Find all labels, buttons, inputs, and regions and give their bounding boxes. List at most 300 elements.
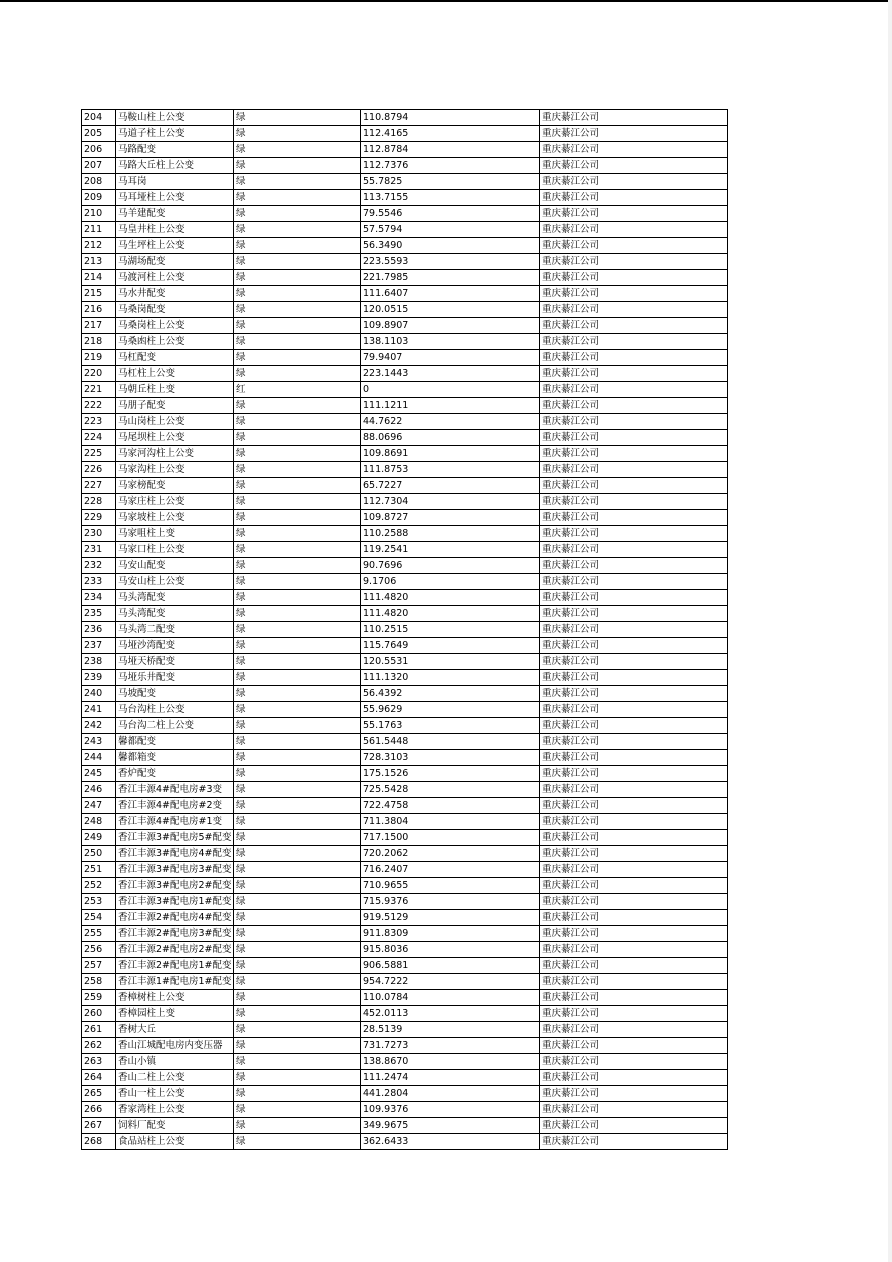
transformer-table [81, 109, 728, 1150]
value-cell: 906.5881 [361, 958, 540, 974]
company-cell: 重庆綦江公司 [540, 494, 728, 510]
transformer-name-cell: 马桑岗配变 [116, 302, 234, 318]
transformer-name-cell: 马垭沙湾配变 [116, 638, 234, 654]
row-number-cell: 230 [82, 526, 116, 542]
value-cell: 111.2474 [361, 1070, 540, 1086]
row-number-cell: 231 [82, 542, 116, 558]
table-row [82, 542, 728, 558]
company-cell: 重庆綦江公司 [540, 222, 728, 238]
table-row [82, 686, 728, 702]
status-cell: 绿 [234, 1134, 361, 1150]
value-cell: 55.1763 [361, 718, 540, 734]
value-cell: 223.5593 [361, 254, 540, 270]
value-cell: 79.5546 [361, 206, 540, 222]
company-cell: 重庆綦江公司 [540, 398, 728, 414]
status-cell: 绿 [234, 366, 361, 382]
company-cell: 重庆綦江公司 [540, 622, 728, 638]
status-cell: 绿 [234, 990, 361, 1006]
company-cell: 重庆綦江公司 [540, 190, 728, 206]
table-row [82, 734, 728, 750]
transformer-name-cell: 马坡配变 [116, 686, 234, 702]
status-cell: 绿 [234, 510, 361, 526]
company-cell: 重庆綦江公司 [540, 462, 728, 478]
value-cell: 720.2062 [361, 846, 540, 862]
row-number-cell: 214 [82, 270, 116, 286]
value-cell: 55.7825 [361, 174, 540, 190]
transformer-name-cell: 马家河沟柱上公变 [116, 446, 234, 462]
value-cell: 44.7622 [361, 414, 540, 430]
transformer-name-cell: 香江丰源3#配电房5#配变 [116, 830, 234, 846]
company-cell: 重庆綦江公司 [540, 1086, 728, 1102]
value-cell: 349.9675 [361, 1118, 540, 1134]
transformer-name-cell: 香江丰源3#配电房2#配变 [116, 878, 234, 894]
row-number-cell: 262 [82, 1038, 116, 1054]
status-cell: 绿 [234, 494, 361, 510]
row-number-cell: 209 [82, 190, 116, 206]
status-cell: 绿 [234, 670, 361, 686]
transformer-name-cell: 马耳垭柱上公变 [116, 190, 234, 206]
status-cell: 绿 [234, 318, 361, 334]
row-number-cell: 240 [82, 686, 116, 702]
table-row [82, 1118, 728, 1134]
row-number-cell: 243 [82, 734, 116, 750]
status-cell: 绿 [234, 750, 361, 766]
transformer-name-cell: 马家坡柱上公变 [116, 510, 234, 526]
value-cell: 112.8784 [361, 142, 540, 158]
row-number-cell: 229 [82, 510, 116, 526]
status-cell: 绿 [234, 446, 361, 462]
table-row [82, 574, 728, 590]
company-cell: 重庆綦江公司 [540, 702, 728, 718]
company-cell: 重庆綦江公司 [540, 926, 728, 942]
status-cell: 绿 [234, 622, 361, 638]
status-cell: 绿 [234, 174, 361, 190]
company-cell: 重庆綦江公司 [540, 974, 728, 990]
company-cell: 重庆綦江公司 [540, 542, 728, 558]
table-row [82, 350, 728, 366]
value-cell: 120.0515 [361, 302, 540, 318]
status-cell: 绿 [234, 302, 361, 318]
table-row [82, 622, 728, 638]
transformer-name-cell: 香炉配变 [116, 766, 234, 782]
table-row [82, 878, 728, 894]
table-row [82, 606, 728, 622]
company-cell: 重庆綦江公司 [540, 110, 728, 126]
company-cell: 重庆綦江公司 [540, 206, 728, 222]
company-cell: 重庆綦江公司 [540, 126, 728, 142]
company-cell: 重庆綦江公司 [540, 782, 728, 798]
transformer-name-cell: 马垭天桥配变 [116, 654, 234, 670]
status-cell: 绿 [234, 814, 361, 830]
company-cell: 重庆綦江公司 [540, 1102, 728, 1118]
status-cell: 绿 [234, 222, 361, 238]
row-number-cell: 266 [82, 1102, 116, 1118]
transformer-name-cell: 马桑岗柱上公变 [116, 318, 234, 334]
row-number-cell: 226 [82, 462, 116, 478]
value-cell: 56.3490 [361, 238, 540, 254]
row-number-cell: 216 [82, 302, 116, 318]
row-number-cell: 241 [82, 702, 116, 718]
company-cell: 重庆綦江公司 [540, 910, 728, 926]
company-cell: 重庆綦江公司 [540, 670, 728, 686]
company-cell: 重庆綦江公司 [540, 798, 728, 814]
row-number-cell: 236 [82, 622, 116, 638]
value-cell: 223.1443 [361, 366, 540, 382]
company-cell: 重庆綦江公司 [540, 1022, 728, 1038]
table-row [82, 718, 728, 734]
transformer-name-cell: 马朝丘柱上变 [116, 382, 234, 398]
value-cell: 915.8036 [361, 942, 540, 958]
value-cell: 109.9376 [361, 1102, 540, 1118]
status-cell: 绿 [234, 126, 361, 142]
company-cell: 重庆綦江公司 [540, 558, 728, 574]
row-number-cell: 219 [82, 350, 116, 366]
row-number-cell: 212 [82, 238, 116, 254]
table-row [82, 830, 728, 846]
row-number-cell: 205 [82, 126, 116, 142]
status-cell: 绿 [234, 734, 361, 750]
table-row [82, 206, 728, 222]
status-cell: 绿 [234, 894, 361, 910]
value-cell: 710.9655 [361, 878, 540, 894]
company-cell: 重庆綦江公司 [540, 830, 728, 846]
status-cell: 绿 [234, 766, 361, 782]
company-cell: 重庆綦江公司 [540, 446, 728, 462]
value-cell: 716.2407 [361, 862, 540, 878]
status-cell: 绿 [234, 142, 361, 158]
company-cell: 重庆綦江公司 [540, 318, 728, 334]
table-row [82, 382, 728, 398]
value-cell: 441.2804 [361, 1086, 540, 1102]
transformer-name-cell: 香江丰源4#配电房#1变 [116, 814, 234, 830]
transformer-name-cell: 马头湾配变 [116, 606, 234, 622]
company-cell: 重庆綦江公司 [540, 526, 728, 542]
value-cell: 919.5129 [361, 910, 540, 926]
value-cell: 112.4165 [361, 126, 540, 142]
transformer-name-cell: 香樟园柱上变 [116, 1006, 234, 1022]
row-number-cell: 260 [82, 1006, 116, 1022]
value-cell: 88.0696 [361, 430, 540, 446]
status-cell: 绿 [234, 782, 361, 798]
transformer-name-cell: 马道子柱上公变 [116, 126, 234, 142]
table-row [82, 702, 728, 718]
row-number-cell: 233 [82, 574, 116, 590]
transformer-name-cell: 马桑凼柱上公变 [116, 334, 234, 350]
transformer-name-cell: 马朋子配变 [116, 398, 234, 414]
table-row [82, 814, 728, 830]
table-row [82, 190, 728, 206]
table-row [82, 430, 728, 446]
row-number-cell: 265 [82, 1086, 116, 1102]
table-row [82, 926, 728, 942]
value-cell: 111.4820 [361, 606, 540, 622]
company-cell: 重庆綦江公司 [540, 654, 728, 670]
company-cell: 重庆綦江公司 [540, 734, 728, 750]
value-cell: 0 [361, 382, 540, 398]
transformer-name-cell: 马垭乐井配变 [116, 670, 234, 686]
value-cell: 79.9407 [361, 350, 540, 366]
value-cell: 28.5139 [361, 1022, 540, 1038]
table-row [82, 782, 728, 798]
table-row [82, 670, 728, 686]
transformer-name-cell: 马台沟二柱上公变 [116, 718, 234, 734]
table-row [82, 494, 728, 510]
transformer-name-cell: 马山岗柱上公变 [116, 414, 234, 430]
transformer-name-cell: 马家榜配变 [116, 478, 234, 494]
company-cell: 重庆綦江公司 [540, 1134, 728, 1150]
status-cell: 绿 [234, 414, 361, 430]
row-number-cell: 215 [82, 286, 116, 302]
table-row [82, 862, 728, 878]
value-cell: 111.1320 [361, 670, 540, 686]
company-cell: 重庆綦江公司 [540, 270, 728, 286]
value-cell: 115.7649 [361, 638, 540, 654]
company-cell: 重庆綦江公司 [540, 750, 728, 766]
row-number-cell: 218 [82, 334, 116, 350]
table-row [82, 446, 728, 462]
table-row [82, 894, 728, 910]
transformer-name-cell: 香江丰源1#配电房1#配变 [116, 974, 234, 990]
table-row [82, 302, 728, 318]
status-cell: 绿 [234, 878, 361, 894]
transformer-name-cell: 马渡河柱上公变 [116, 270, 234, 286]
value-cell: 138.8670 [361, 1054, 540, 1070]
value-cell: 109.8907 [361, 318, 540, 334]
row-number-cell: 251 [82, 862, 116, 878]
company-cell: 重庆綦江公司 [540, 1006, 728, 1022]
status-cell: 绿 [234, 654, 361, 670]
value-cell: 221.7985 [361, 270, 540, 286]
value-cell: 111.1211 [361, 398, 540, 414]
company-cell: 重庆綦江公司 [540, 430, 728, 446]
company-cell: 重庆綦江公司 [540, 254, 728, 270]
status-cell: 绿 [234, 686, 361, 702]
transformer-name-cell: 马杠柱上公变 [116, 366, 234, 382]
company-cell: 重庆綦江公司 [540, 942, 728, 958]
value-cell: 65.7227 [361, 478, 540, 494]
transformer-name-cell: 马头湾二配变 [116, 622, 234, 638]
value-cell: 111.8753 [361, 462, 540, 478]
status-cell: 绿 [234, 910, 361, 926]
transformer-name-cell: 马鞍山柱上公变 [116, 110, 234, 126]
company-cell: 重庆綦江公司 [540, 142, 728, 158]
row-number-cell: 208 [82, 174, 116, 190]
table-row [82, 238, 728, 254]
company-cell: 重庆綦江公司 [540, 718, 728, 734]
status-cell: 绿 [234, 1054, 361, 1070]
transformer-name-cell: 香江丰源2#配电房2#配变 [116, 942, 234, 958]
row-number-cell: 225 [82, 446, 116, 462]
company-cell: 重庆綦江公司 [540, 414, 728, 430]
value-cell: 452.0113 [361, 1006, 540, 1022]
company-cell: 重庆綦江公司 [540, 158, 728, 174]
status-cell: 绿 [234, 350, 361, 366]
value-cell: 55.9629 [361, 702, 540, 718]
value-cell: 561.5448 [361, 734, 540, 750]
status-cell: 绿 [234, 958, 361, 974]
value-cell: 711.3804 [361, 814, 540, 830]
row-number-cell: 244 [82, 750, 116, 766]
table-row [82, 158, 728, 174]
table-row [82, 1022, 728, 1038]
value-cell: 109.8727 [361, 510, 540, 526]
row-number-cell: 228 [82, 494, 116, 510]
value-cell: 112.7304 [361, 494, 540, 510]
table-row [82, 334, 728, 350]
row-number-cell: 257 [82, 958, 116, 974]
table-row [82, 270, 728, 286]
transformer-name-cell: 马家口柱上公变 [116, 542, 234, 558]
row-number-cell: 232 [82, 558, 116, 574]
value-cell: 175.1526 [361, 766, 540, 782]
row-number-cell: 249 [82, 830, 116, 846]
table-row [82, 638, 728, 654]
status-cell: 绿 [234, 1086, 361, 1102]
transformer-name-cell: 食品站柱上公变 [116, 1134, 234, 1150]
row-number-cell: 210 [82, 206, 116, 222]
row-number-cell: 221 [82, 382, 116, 398]
row-number-cell: 224 [82, 430, 116, 446]
table-row [82, 318, 728, 334]
row-number-cell: 220 [82, 366, 116, 382]
row-number-cell: 259 [82, 990, 116, 1006]
row-number-cell: 248 [82, 814, 116, 830]
status-cell: 绿 [234, 1022, 361, 1038]
value-cell: 715.9376 [361, 894, 540, 910]
status-cell: 绿 [234, 574, 361, 590]
table-row [82, 766, 728, 782]
value-cell: 362.6433 [361, 1134, 540, 1150]
value-cell: 112.7376 [361, 158, 540, 174]
table-row [82, 286, 728, 302]
transformer-name-cell: 马耳岗 [116, 174, 234, 190]
table-row [82, 590, 728, 606]
row-number-cell: 252 [82, 878, 116, 894]
company-cell: 重庆綦江公司 [540, 894, 728, 910]
status-cell: 绿 [234, 270, 361, 286]
row-number-cell: 246 [82, 782, 116, 798]
table-row [82, 750, 728, 766]
row-number-cell: 253 [82, 894, 116, 910]
transformer-name-cell: 香江丰源3#配电房3#配变 [116, 862, 234, 878]
value-cell: 109.8691 [361, 446, 540, 462]
row-number-cell: 217 [82, 318, 116, 334]
status-cell: 绿 [234, 158, 361, 174]
transformer-name-cell: 香江丰源4#配电房#2变 [116, 798, 234, 814]
row-number-cell: 268 [82, 1134, 116, 1150]
table-row [82, 846, 728, 862]
row-number-cell: 258 [82, 974, 116, 990]
status-cell: 绿 [234, 190, 361, 206]
status-cell: 绿 [234, 606, 361, 622]
table-row [82, 798, 728, 814]
table-row [82, 222, 728, 238]
company-cell: 重庆綦江公司 [540, 334, 728, 350]
row-number-cell: 213 [82, 254, 116, 270]
status-cell: 绿 [234, 286, 361, 302]
value-cell: 954.7222 [361, 974, 540, 990]
transformer-name-cell: 马家庄柱上公变 [116, 494, 234, 510]
transformer-name-cell: 香江丰源3#配电房4#配变 [116, 846, 234, 862]
table-row [82, 254, 728, 270]
row-number-cell: 256 [82, 942, 116, 958]
status-cell: 绿 [234, 334, 361, 350]
status-cell: 绿 [234, 110, 361, 126]
row-number-cell: 261 [82, 1022, 116, 1038]
transformer-name-cell: 香江丰源2#配电房1#配变 [116, 958, 234, 974]
status-cell: 绿 [234, 830, 361, 846]
status-cell: 绿 [234, 926, 361, 942]
row-number-cell: 223 [82, 414, 116, 430]
table-row [82, 110, 728, 126]
transformer-name-cell: 马杠配变 [116, 350, 234, 366]
company-cell: 重庆綦江公司 [540, 478, 728, 494]
transformer-name-cell: 马皇井柱上公变 [116, 222, 234, 238]
table-row [82, 478, 728, 494]
value-cell: 717.1500 [361, 830, 540, 846]
company-cell: 重庆綦江公司 [540, 990, 728, 1006]
transformer-name-cell: 香树大丘 [116, 1022, 234, 1038]
table-row [82, 462, 728, 478]
company-cell: 重庆綦江公司 [540, 638, 728, 654]
table-row [82, 366, 728, 382]
company-cell: 重庆綦江公司 [540, 174, 728, 190]
transformer-name-cell: 香樟树柱上公变 [116, 990, 234, 1006]
transformer-name-cell: 马路大丘柱上公变 [116, 158, 234, 174]
company-cell: 重庆綦江公司 [540, 958, 728, 974]
table-body [82, 110, 728, 1150]
status-cell: 绿 [234, 846, 361, 862]
transformer-name-cell: 馨都配变 [116, 734, 234, 750]
value-cell: 113.7155 [361, 190, 540, 206]
status-cell: 绿 [234, 1006, 361, 1022]
table-row [82, 414, 728, 430]
status-cell: 绿 [234, 542, 361, 558]
transformer-name-cell: 香山一柱上公变 [116, 1086, 234, 1102]
company-cell: 重庆綦江公司 [540, 350, 728, 366]
value-cell: 9.1706 [361, 574, 540, 590]
transformer-name-cell: 马羊建配变 [116, 206, 234, 222]
value-cell: 911.8309 [361, 926, 540, 942]
transformer-name-cell: 香江丰源4#配电房#3变 [116, 782, 234, 798]
value-cell: 56.4392 [361, 686, 540, 702]
status-cell: 绿 [234, 862, 361, 878]
company-cell: 重庆綦江公司 [540, 814, 728, 830]
transformer-name-cell: 马湖场配变 [116, 254, 234, 270]
row-number-cell: 235 [82, 606, 116, 622]
value-cell: 110.0784 [361, 990, 540, 1006]
transformer-name-cell: 马台沟柱上公变 [116, 702, 234, 718]
status-cell: 绿 [234, 638, 361, 654]
company-cell: 重庆綦江公司 [540, 1118, 728, 1134]
table-row [82, 654, 728, 670]
status-cell: 绿 [234, 1102, 361, 1118]
company-cell: 重庆綦江公司 [540, 382, 728, 398]
status-cell: 绿 [234, 462, 361, 478]
row-number-cell: 207 [82, 158, 116, 174]
company-cell: 重庆綦江公司 [540, 286, 728, 302]
transformer-name-cell: 马尾坝柱上公变 [116, 430, 234, 446]
transformer-name-cell: 马头湾配变 [116, 590, 234, 606]
table-row [82, 1134, 728, 1150]
table-row [82, 398, 728, 414]
value-cell: 111.6407 [361, 286, 540, 302]
company-cell: 重庆綦江公司 [540, 1070, 728, 1086]
company-cell: 重庆綦江公司 [540, 606, 728, 622]
company-cell: 重庆綦江公司 [540, 846, 728, 862]
table-row [82, 126, 728, 142]
company-cell: 重庆綦江公司 [540, 878, 728, 894]
